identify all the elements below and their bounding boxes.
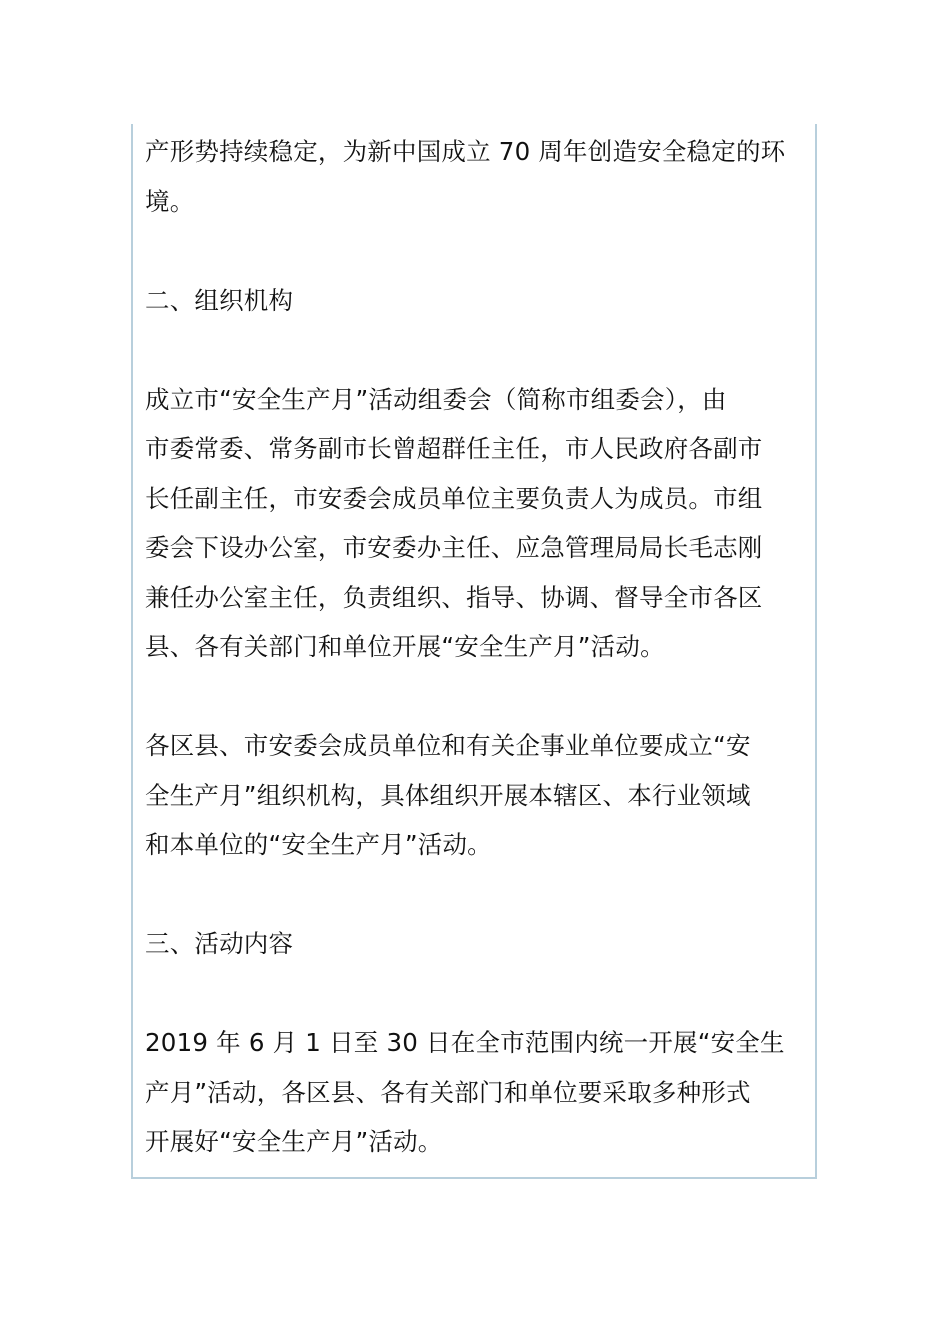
paragraph-intro-continuation: 产形势持续稳定，为新中国成立 70 周年创造安全稳定的环 境。 — [145, 137, 786, 216]
paragraph-gap — [145, 870, 805, 920]
paragraph-gap — [145, 969, 805, 1019]
document-body — [145, 127, 805, 1167]
paragraph-local-organizations: 各区县、市安委会成员单位和有关企事业单位要成立“安 全生产月”组织机构，具体组织开展本辖区、本行业领域 和本单位的“安全生产月”活动。 — [145, 731, 751, 859]
paragraph-gap — [145, 325, 805, 375]
paragraph-organizing-committee: 成立市“安全生产月”活动组委会（简称市组委会），由 市委常委、常务副市长曾超群任主任，市人民政府各副市 长任副主任，市安委会成员单位主要负责人为成员。市组 委会下设办公室，市安委办主任、应急管理局局长毛志刚 兼任办公室主任，负责组织、指导、协调、督导全市各区 县、各有关部门和单位开展“安全生产月”活动。 — [145, 384, 763, 661]
section-heading-organization: 二、组织机构 — [145, 285, 294, 315]
paragraph-activity-schedule: 2019 年 6 月 1 日至 30 日在全市范围内统一开展“安全生 产月”活动，各区县、各有关部门和单位要采取多种形式 开展好“安全生产月”活动。 — [145, 1028, 785, 1156]
paragraph-gap — [145, 226, 805, 276]
section-heading-activities: 三、活动内容 — [145, 929, 294, 958]
paragraph-gap — [145, 672, 805, 722]
